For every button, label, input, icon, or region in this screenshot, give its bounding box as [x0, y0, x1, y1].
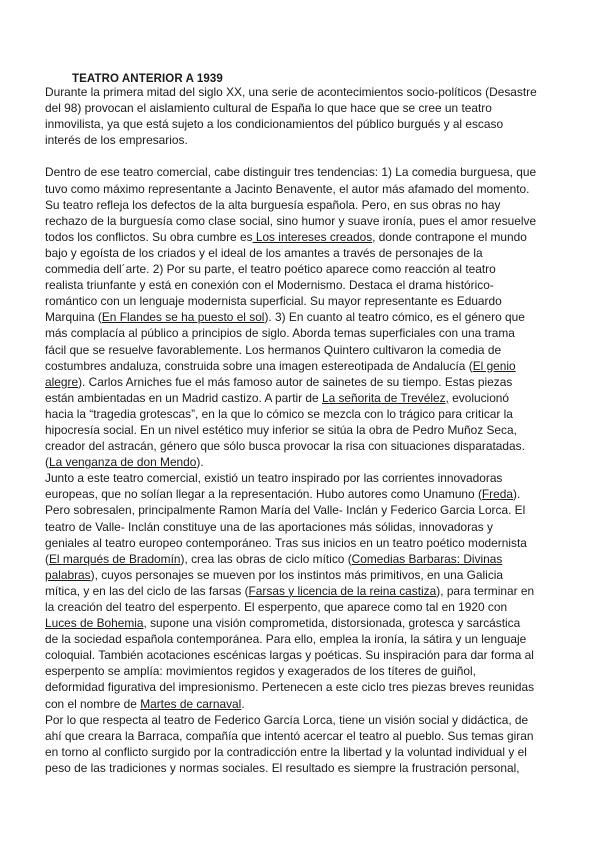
text-segment: ahí que creara la Barraca, compañía que intentó acercar el teatro al pueblo. Sus temas giran [45, 728, 534, 743]
text-line [45, 647, 560, 663]
text-line [45, 84, 560, 100]
text-line [45, 712, 560, 728]
text-segment: teatro de Valle- Inclán constituye una de las aportaciones más sólidas, innovadoras y [45, 519, 493, 534]
work-title: El genio [472, 358, 516, 373]
text-segment: Su teatro refleja los defectos de la alta burguesía española. Pero, en sus obras no hay [45, 197, 501, 212]
text-segment: interés de los empresarios. [45, 133, 188, 148]
text-line [45, 245, 560, 261]
text-segment: ), crea las obras de ciclo mítico ( [180, 551, 352, 566]
text-line [45, 374, 560, 390]
work-title: Luces de Bohemia [45, 616, 144, 631]
text-segment: ). 3) En cuanto al teatro cómico, es el género que [264, 310, 525, 325]
text-line [45, 599, 560, 615]
work-title: palabras [45, 567, 91, 582]
text-line [45, 100, 560, 116]
text-segment: commedia dell´arte. 2) Por su parte, el teatro poético aparece como reacción al teatro [45, 262, 496, 277]
text-line [45, 229, 560, 245]
text-segment: la creación del teatro del esperpento. El esperpento, que aparece como tal en 1920 con [45, 600, 508, 614]
text-line [45, 181, 560, 197]
text-line [45, 277, 560, 293]
text-segment: , donde contrapone el mundo [372, 229, 527, 244]
text-segment: evolucionó [448, 390, 510, 405]
text-segment: ). Carlos Arniches fue el más famoso autor de sainetes de su tiempo. Estas piezas [78, 374, 513, 389]
text-segment: peso de las tradiciones y normas sociales. El resultado es siempre la frustración personal, [45, 760, 520, 775]
text-segment: Junto a este teatro comercial, existió un teatro inspirado por las corrientes innovadoras [45, 471, 503, 486]
work-title: La señorita de Trevélez, [321, 390, 449, 405]
text-line [45, 309, 560, 325]
work-title: Freda [481, 487, 513, 502]
text-segment: coloquial. También acotaciones escénicas largas y poéticas. Su inspiración para dar forma al [45, 648, 534, 663]
text-segment: ). [512, 487, 521, 502]
text-segment: ( [45, 455, 49, 470]
text-segment: todos los conflictos. Su obra cumbre es [45, 229, 253, 244]
text-segment: costumbres andaluza, construida sobre una imagen estereotipada de Andalucía ( [45, 358, 473, 373]
text-line [45, 470, 560, 486]
text-segment: esperpento se amplía: movimientos regidos y exagerados de los títeres de guiñol, [45, 664, 476, 679]
text-segment: de la sociedad española contemporánea. Para ello, emplea la ironía, la sátira y un lenguaje [45, 632, 527, 647]
text-segment: europeas, que no solían llegar a la representación. Hubo autores como Unamuno ( [45, 487, 482, 502]
text-line [45, 293, 560, 309]
work-title: alegre [45, 374, 79, 389]
text-segment: tuvo como máximo representante a Jacinto Benavente, el autor más afamado del momento. [45, 181, 530, 196]
text-line [45, 342, 560, 358]
text-segment: deformidad figurativa del impresionismo. Pertenecen a este ciclo tres piezas breves reunidas [45, 680, 535, 695]
text-segment: hacia la “tragedia grotescas”, en la que lo cómico se mezcla con lo trágico para criticar la [45, 406, 513, 421]
text-line [45, 197, 560, 213]
work-title: En Flandes se ha puesto el sol [101, 310, 265, 325]
text-segment: fácil que se resuelve favorablemente. Los hermanos Quintero cultivaron la comedia de [45, 342, 502, 357]
work-title: El marqués de Bradomín [48, 551, 181, 566]
text-line [45, 744, 560, 760]
text-segment: hipocresía social. En un nivel estético muy inferior se sitúa la obra de Pedro Muñoz Seca, [45, 422, 517, 437]
text-segment: creador del astracán, género que sólo busca provocar la risa con situaciones disparatadas. [45, 439, 525, 454]
text-line [45, 696, 560, 712]
text-segment: más complacía al público a principios de siglo. Aborda temas superficiales con una trama [45, 326, 515, 341]
document-title: TEATRO ANTERIOR A 1939 [72, 73, 223, 85]
text-line [45, 438, 560, 454]
paragraph-gap [45, 148, 560, 164]
text-line [45, 679, 560, 695]
text-segment: bajo y egoísta de los criados y el ideal de los amantes a través de personajes de la [45, 245, 483, 260]
text-line [45, 631, 560, 647]
text-line [45, 551, 560, 567]
text-segment: romántico con un lenguaje modernista superficial. Su mayor representante es Eduardo [45, 294, 502, 309]
text-line [45, 213, 560, 229]
text-segment: están ambientadas en un Madrid castizo. A partir de [45, 390, 322, 405]
text-line [45, 325, 560, 341]
text-line [45, 502, 560, 518]
text-line [45, 583, 560, 599]
text-line [45, 422, 560, 438]
text-segment: geniales al teatro europeo contemporáneo. Tras sus inicios en un teatro poético modernista [45, 535, 527, 550]
text-segment: ). [196, 455, 204, 470]
text-line [45, 535, 560, 551]
text-line [45, 454, 560, 470]
text-line [45, 358, 560, 374]
work-title: La venganza de don Mendo [48, 455, 197, 470]
work-title: Los intereses creados [252, 229, 373, 244]
text-segment: con el nombre de [45, 696, 141, 711]
text-line [45, 116, 560, 132]
text-segment: inmovilista, ya que está sujeto a los condicionamientos del público burgués y al escaso [45, 117, 504, 132]
text-segment: Por lo que respecta al teatro de Federico García Lorca, tiene un visión social y didáctica, de [45, 712, 529, 727]
text-line [45, 663, 560, 679]
text-line [45, 164, 560, 180]
text-segment: ( [45, 551, 49, 566]
text-line [45, 132, 560, 148]
text-segment: ), cuyos personajes se mueven por los instintos más primitivos, en una Galicia [90, 567, 504, 582]
text-segment: mítica, y en las del ciclo de las farsas ( [45, 583, 249, 598]
text-line [45, 261, 560, 277]
text-segment: . [241, 696, 245, 711]
text-segment: rechazo de la burguesía como clase social, sino humor y suave ironía, pues el amor resuelve [45, 213, 537, 228]
text-segment: Marquina ( [45, 310, 102, 325]
text-line [45, 728, 560, 744]
text-segment: Pero sobresalen, principalmente Ramon María del Valle- Inclán y Federico Garcia Lorca. El [45, 503, 526, 518]
text-segment: en torno al conflicto surgido por la contradicción entre la libertad y la voluntad individual y el [45, 744, 527, 759]
text-segment: ), para terminar en [436, 583, 535, 598]
text-segment: , supone una visión comprometida, distorsionada, grotesca y sarcástica [143, 616, 521, 631]
text-line [45, 486, 560, 502]
text-segment: Dentro de ese teatro comercial, cabe distinguir tres tendencias: 1) La comedia burguesa, que [45, 165, 537, 180]
work-title: Farsas y licencia de la reina castiza [248, 583, 437, 598]
work-title: Martes de carnaval [140, 696, 242, 711]
document-body [45, 84, 560, 776]
text-segment: Durante la primera mitad del siglo XX, una serie de acontecimientos socio-políticos (Desastre [45, 85, 537, 99]
work-title: Comedias Barbaras: Divinas [351, 551, 503, 566]
text-segment: realista triunfante y está en conexión con el Modernismo. Destaca el drama histórico- [45, 278, 494, 293]
text-line [45, 390, 560, 406]
text-line [45, 567, 560, 583]
text-line [45, 406, 560, 422]
text-line [45, 519, 560, 535]
text-segment: del 98) provocan el aislamiento cultural de España lo que hace que se cree un teatro [45, 101, 492, 116]
text-line [45, 760, 560, 776]
text-line [45, 615, 560, 631]
